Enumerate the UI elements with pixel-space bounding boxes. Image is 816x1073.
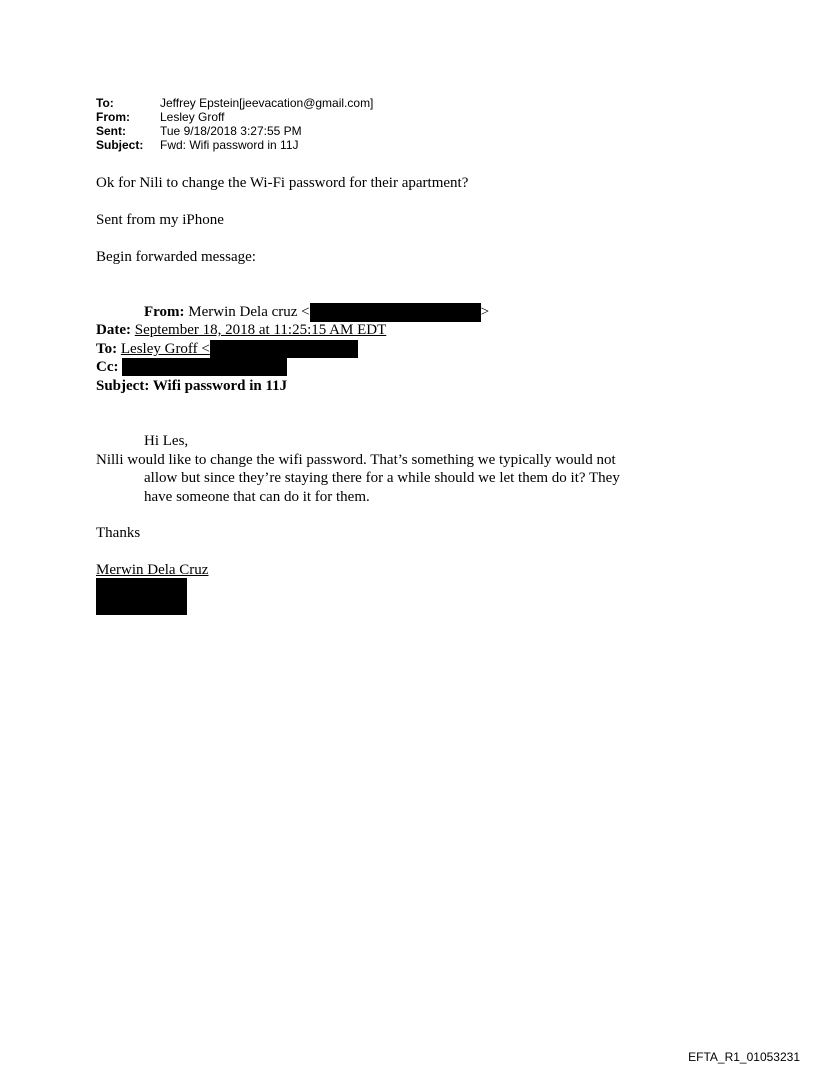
fwd-sender-name: Merwin Dela Cruz [96, 562, 209, 578]
fwd-subject-value: Wifi password in 11J [152, 378, 288, 394]
header-subject-row [96, 138, 373, 152]
header-sent-label: Sent: [96, 124, 126, 138]
header-from-value: Lesley Groff [160, 110, 225, 124]
fwd-date-label: Date: [96, 322, 131, 338]
fwd-subject-label: Subject: [96, 378, 150, 394]
fwd-body-line-1: Nilli would like to change the wifi password. That’s something we typically would not [96, 452, 616, 468]
fwd-date-value: September 18, 2018 at 11:25:15 AM EDT [134, 322, 387, 338]
body-forward-intro: Begin forwarded message: [96, 249, 256, 265]
redaction-box [310, 303, 481, 322]
fwd-thanks: Thanks [96, 525, 141, 541]
fwd-body-line-2: allow but since they’re staying there for a while should we let them do it? They [144, 470, 620, 486]
header-to-label: To: [96, 96, 114, 110]
fwd-to-line [96, 340, 358, 358]
fwd-body-line-3: have someone that can do it for them. [144, 489, 370, 505]
fwd-cc-line [96, 358, 287, 376]
redaction-box [210, 340, 358, 358]
fwd-from-label: From: [144, 304, 185, 320]
header-subject-value: Fwd: Wifi password in 11J [160, 138, 299, 152]
redaction-box [96, 578, 187, 615]
header-from-row [96, 110, 373, 124]
fwd-from-close: > [480, 304, 490, 320]
header-to-row [96, 96, 373, 110]
body-line-1: Ok for Nili to change the Wi-Fi password for their apartment? [96, 175, 469, 191]
header-to-value: Jeffrey Epstein[jeevacation@gmail.com] [160, 96, 374, 110]
header-from-label: From: [96, 110, 130, 124]
header-subject-label: Subject: [96, 138, 144, 152]
fwd-subject-line [96, 377, 287, 395]
email-header [96, 96, 373, 152]
document-id: EFTA_R1_01053231 [688, 1050, 800, 1064]
fwd-date-line [96, 321, 386, 339]
fwd-greeting: Hi Les, [144, 433, 189, 449]
fwd-from-name: Merwin Dela cruz < [188, 304, 310, 320]
fwd-to-label: To: [96, 341, 118, 357]
header-sent-value: Tue 9/18/2018 3:27:55 PM [160, 124, 302, 138]
redaction-box [122, 358, 287, 376]
header-sent-row [96, 124, 373, 138]
fwd-cc-label: Cc: [96, 359, 119, 375]
fwd-from-line [144, 303, 489, 322]
fwd-to-value: Lesley Groff < [120, 341, 210, 357]
body-signature: Sent from my iPhone [96, 212, 224, 228]
